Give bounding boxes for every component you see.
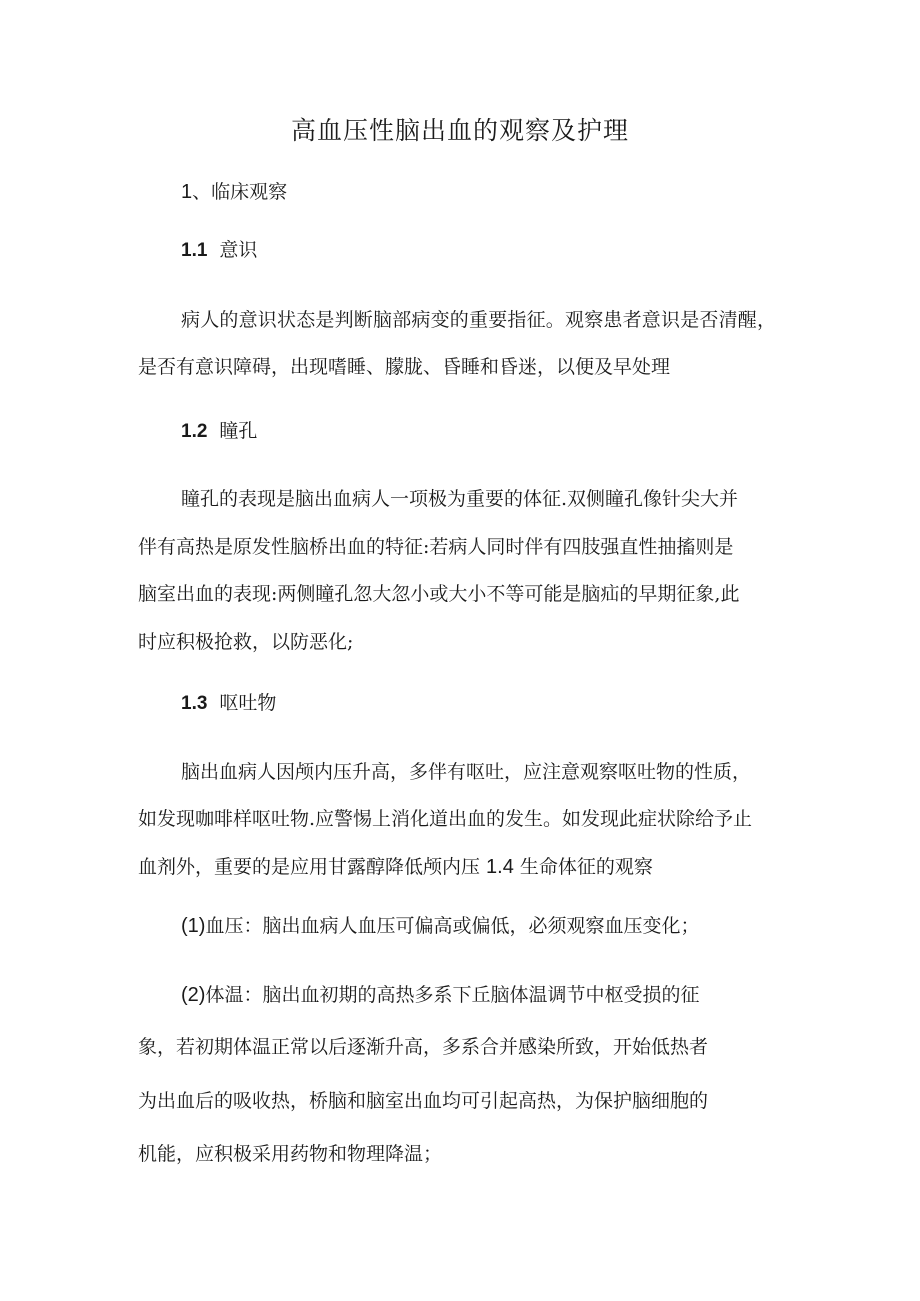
list-item-text: 体温：脑出血初期的高热多系下丘脑体温调节中枢受损的征 (205, 984, 700, 1006)
paragraph-line: 病人的意识状态是判断脑部病变的重要指征。观察患者意识是否清醒， (181, 309, 777, 331)
subsection-heading-1-1 (181, 236, 257, 265)
list-item-text: 血压：脑出血病人血压可偏高或偏低，必须观察血压变化； (205, 915, 700, 937)
paragraph-line: 瞳孔的表现是脑出血病人一项极为重要的体征.双侧瞳孔像针尖大并 (181, 488, 739, 510)
subsection-heading-1-2 (181, 417, 257, 446)
subsection-number-1-4: 1.4 (486, 856, 514, 878)
subsection-heading-1-3 (181, 689, 276, 718)
paragraph-line: 象，若初期体温正常以后逐渐升高，多系合并感染所致，开始低热者 (138, 1036, 709, 1058)
paragraph-line: 机能，应积极采用药物和物理降温； (138, 1143, 443, 1165)
paragraph-line: 伴有高热是原发性脑桥出血的特征:若病人同时伴有四肢强直性抽搐则是 (138, 536, 734, 558)
subsection-number: 1.3 (181, 693, 208, 714)
paragraph-line (138, 853, 653, 881)
section-number: 1 (181, 181, 193, 203)
paragraph-line: 如发现咖啡样呕吐物.应警惕上消化道出血的发生。如发现此症状除给予止 (138, 808, 753, 830)
subsection-label: 意识 (219, 239, 258, 261)
subsection-number: 1.2 (181, 421, 208, 442)
subsection-label: 呕吐物 (219, 692, 277, 714)
paragraph-line: 是否有意识障碍，出现嗜睡、朦胧、昏睡和昏迷，以便及早处理 (138, 356, 671, 378)
list-item-number: (1) (181, 915, 206, 937)
section-label: 、临床观察 (192, 181, 288, 203)
subsection-label: 瞳孔 (219, 420, 258, 442)
subsection-label-1-4: 生命体征的观察 (519, 856, 653, 878)
list-item-number: (2) (181, 984, 206, 1006)
paragraph-line: 时应积极抢救，以防恶化; (138, 631, 354, 653)
section-heading-1 (181, 178, 287, 206)
list-item-1 (181, 912, 699, 940)
subsection-number: 1.1 (181, 240, 208, 261)
paragraph-line: 脑出血病人因颅内压升高，多伴有呕吐，应注意观察呕吐物的性质， (181, 761, 752, 783)
document-title: 高血压性脑出血的观察及护理 (290, 116, 629, 145)
paragraph-line: 脑室出血的表现:两侧瞳孔忽大忽小或大小不等可能是脑疝的早期征象,此 (138, 583, 740, 605)
list-item-2 (181, 981, 699, 1009)
paragraph-text: 血剂外，重要的是应用甘露醇降低颅内压 (138, 856, 481, 878)
paragraph-line: 为出血后的吸收热，桥脑和脑室出血均可引起高热，为保护脑细胞的 (138, 1090, 709, 1112)
